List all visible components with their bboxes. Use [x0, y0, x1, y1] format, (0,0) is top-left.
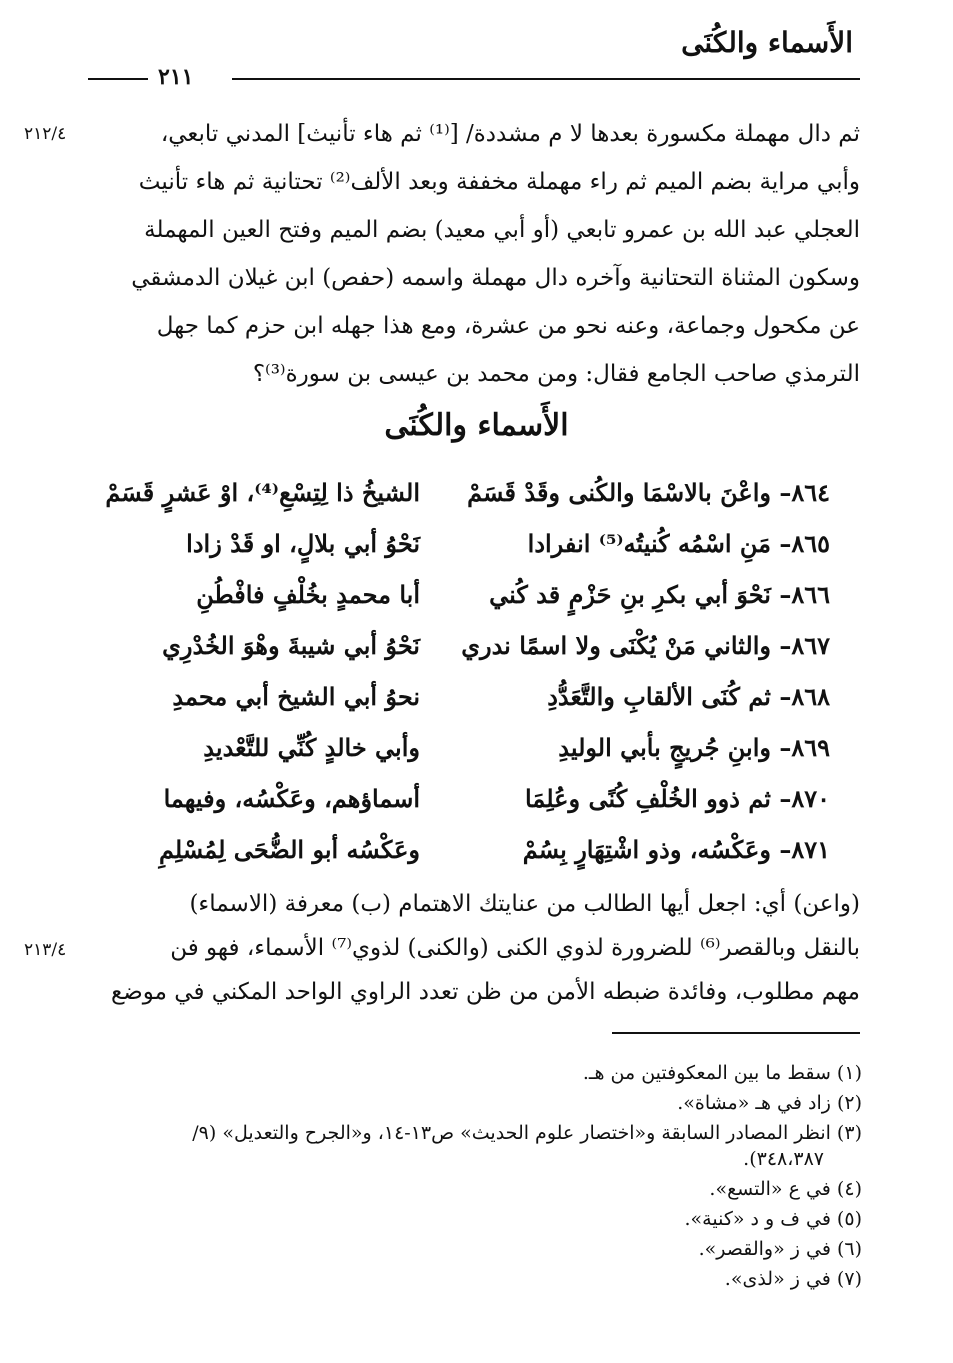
- footnote: (٤) في ع «التسع».: [709, 1178, 862, 1200]
- footnote: (٢) زاد في هـ «مشاة».: [677, 1092, 862, 1114]
- verse-first-hemistich: ٨٦٧– والثاني مَنْ يُكْنَى ولا اسمًا ندري: [461, 631, 830, 660]
- verse-row: [110, 529, 830, 580]
- verse-second-hemistich: أسماؤهم، وعَكْسُه، وفيهما: [163, 784, 420, 813]
- body-line: العجلي عبد الله بن عمرو تابعي (أو أبي معيد) بضم الميم وفتح العين المهملة: [144, 217, 860, 243]
- body-line: عن مكحول وجماعة، وعنه نحو من عشرة، ومع هذا جهله ابن حزم كما جهل: [156, 313, 860, 339]
- footnote-text: (٣) انظر المصادر السابقة و«اختصار علوم الحديث» ص١٣-١٤، و«الجرح والتعديل» (٩/: [192, 1122, 862, 1144]
- footnote: (٥) في ف و د «كنية».: [684, 1208, 862, 1230]
- verse-first-hemistich: ٨٦٨– ثم كُنَى الألقابِ والتَّعَدُّدِ: [547, 682, 830, 711]
- footnotes: [92, 1060, 862, 1296]
- running-title: الأَسماء والكُنَى: [681, 26, 853, 59]
- section-heading: الأَسماء والكُنَى: [384, 408, 569, 443]
- verse-second-hemistich: الشيخُ ذا لِتِسْعِ⁽⁴⁾، اوْ عَشرٍ قَسَمْ: [105, 478, 420, 507]
- verse-first-hemistich: ٨٦٦– نَحْوَ أبي بكرِ بنِ حَزْمٍ قد كُني: [489, 580, 830, 609]
- footnote: [92, 1120, 862, 1172]
- verse-row: [110, 580, 830, 631]
- footnote-separator: [612, 1032, 860, 1034]
- margin-reference: ٢١٣/٤: [24, 940, 67, 960]
- footnote: (٦) في ز «والقصر».: [698, 1238, 862, 1260]
- body-line: الترمذي صاحب الجامع فقال: ومن محمد بن عيسى بن سورة⁽³⁾؟: [252, 361, 860, 387]
- verse-first-hemistich: ٨٧١– وعَكْسُه، وذو اشْتِهَارٍ بِسُمْ: [522, 835, 830, 864]
- body-line: ثم دال مهملة مكسورة بعدها لا م مشددة/ [⁽¹⁾ ثم هاء تأنيث] المدني تابعي،: [160, 121, 860, 147]
- commentary-line: بالنقل وبالقصر⁽⁶⁾ للضرورة لذوي الكنى (والكنى) لذوي⁽⁷⁾ الأسماء، فهو فن: [170, 935, 860, 961]
- verse-row: [110, 631, 830, 682]
- verse-second-hemistich: أبا محمدٍ بخُلْفٍ فافْطُنِ: [196, 580, 420, 609]
- verse-row: [110, 784, 830, 835]
- page-number: ٢١١: [158, 64, 194, 90]
- verse-first-hemistich: ٨٧٠– ثم ذوو الخُلْفِ كُنًى وعُلِمَا: [525, 784, 830, 813]
- verse-second-hemistich: وعَكْسُه أبو الضُّحَى لِمُسْلِمِ: [158, 835, 420, 864]
- verse-row: [110, 682, 830, 733]
- body-line: وسكون المثناة التحتانية وآخره دال مهملة واسمه (حفص) ابن غيلان الدمشقي: [131, 265, 860, 291]
- commentary-paragraph: [90, 882, 860, 1014]
- footnote-continuation: ٣٤٨،٣٨٧).: [743, 1148, 824, 1170]
- verse-first-hemistich: ٨٦٩– وابنِ جُريجٍ بأبي الوليدِ: [558, 733, 830, 762]
- header-rule: [88, 78, 148, 80]
- verse-second-hemistich: وأبي خالدٍ كُنِّي للتَّعْديدِ: [203, 733, 420, 762]
- verse-row: [110, 835, 830, 886]
- footnote: (٧) في ز «لذى».: [724, 1268, 862, 1290]
- verse-second-hemistich: نَحْوُ أبي بلالٍ، او قَدْ زادا: [186, 529, 420, 558]
- margin-reference: ٢١٢/٤: [24, 124, 67, 144]
- verse-second-hemistich: نَحْوُ أبي شيبةَ وهْوَ الخُدْرِي: [162, 631, 420, 660]
- verse-first-hemistich: ٨٦٤– واعْنَ بالاسْمَا والكُنى وقَدْ قَسَمْ: [467, 478, 830, 507]
- header-rule: [232, 78, 860, 80]
- verse-first-hemistich: ٨٦٥– مَنِ اسْمُه كُنيتُه⁽⁵⁾ انفرادا: [527, 529, 830, 558]
- verse-row: [110, 733, 830, 784]
- commentary-line: (واعن) أي: اجعل أيها الطالب من عنايتك الاهتمام (ب) معرفة (الاسماء): [189, 891, 860, 917]
- body-paragraph: [90, 110, 860, 398]
- commentary-line: مهم مطلوب، وفائدة ضبطه الأمن من ظن تعدد الراوي الواحد المكني في موضع: [110, 979, 860, 1005]
- verse-list: [105, 478, 830, 886]
- verse-second-hemistich: نحوُ أبي الشيخ أبي محمدِ: [172, 682, 420, 711]
- body-line: وأبي مراية بضم الميم ثم راء مهملة مخففة وبعد الألف⁽²⁾ تحتانية ثم هاء تأنيث: [138, 169, 860, 195]
- footnote: (١) سقط ما بين المعكوفتين من هـ.: [582, 1062, 862, 1084]
- verse-row: [105, 478, 830, 529]
